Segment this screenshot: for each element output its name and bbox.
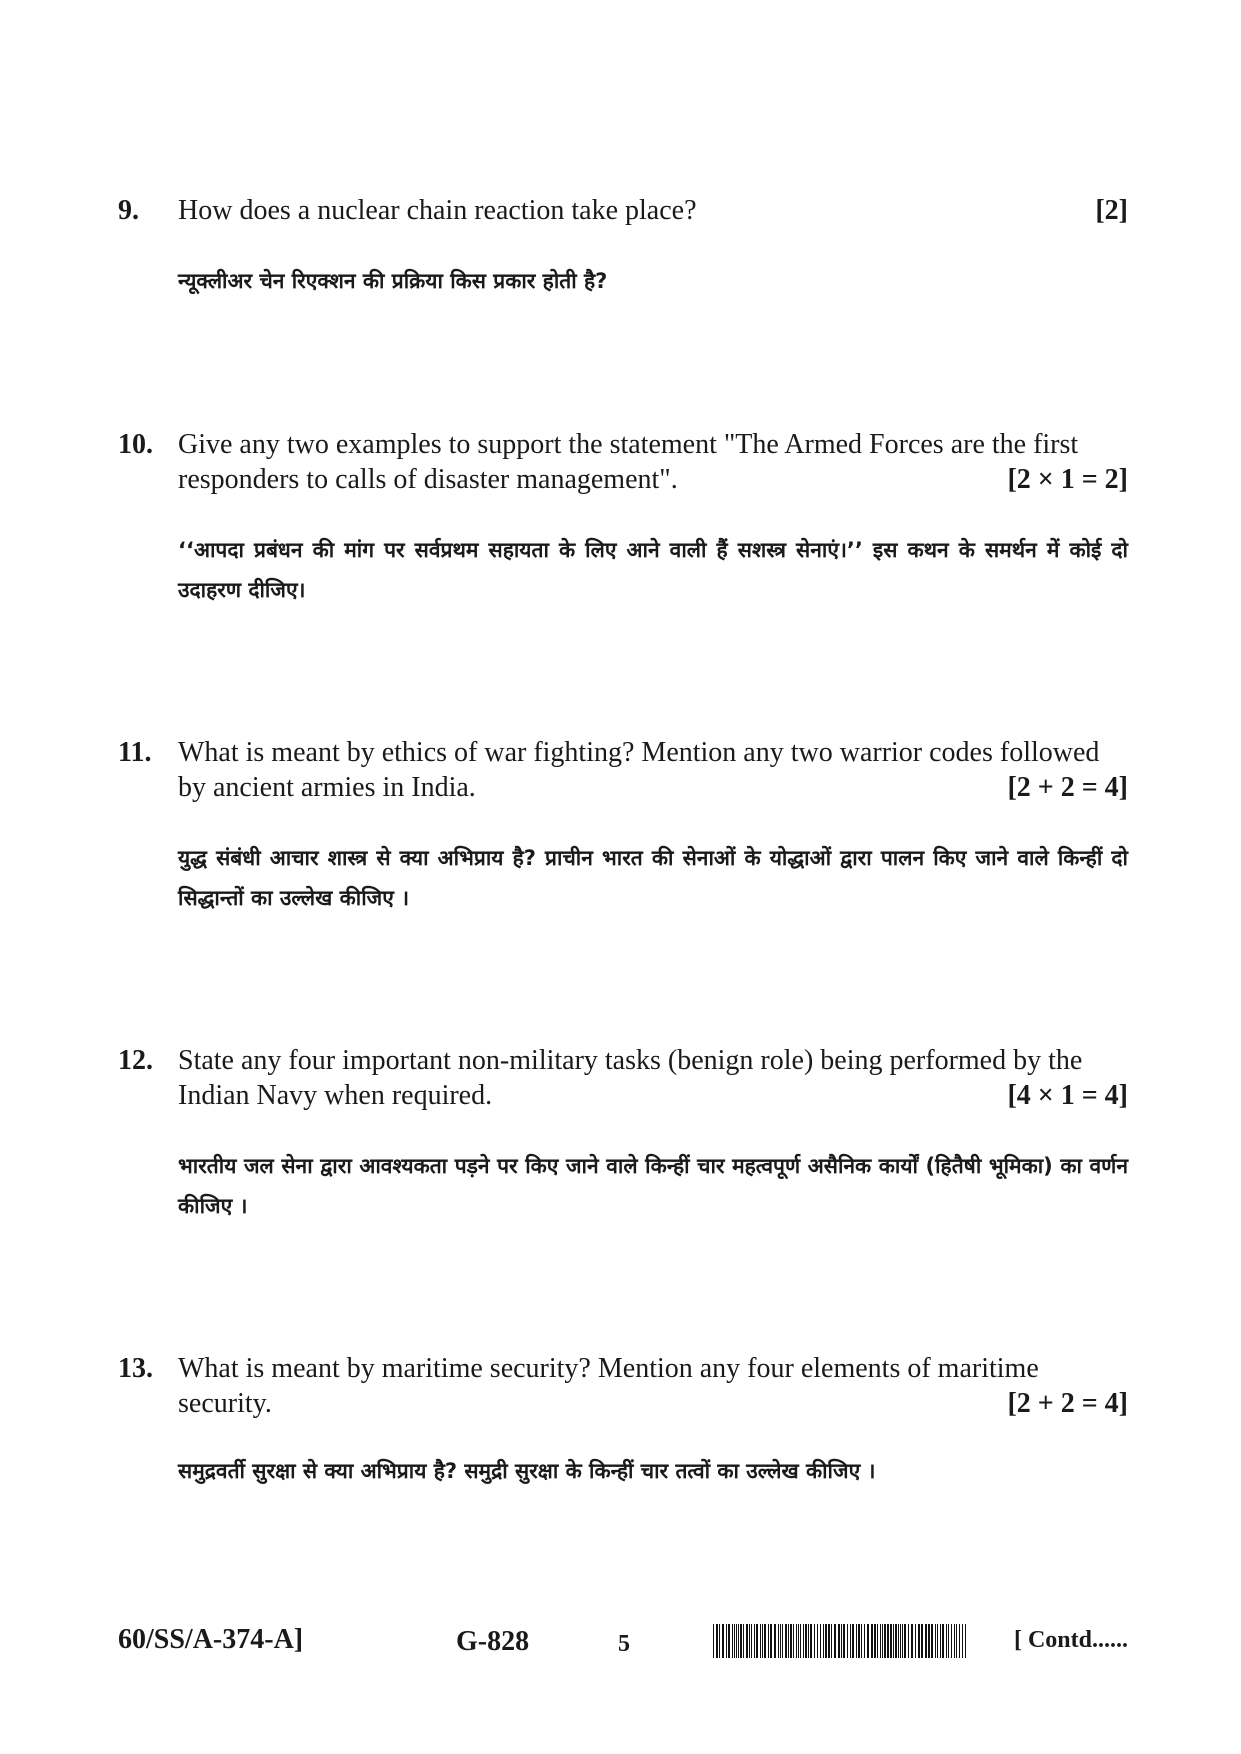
question-text-english	[178, 1351, 1128, 1421]
paper-code: 60/SS/A-374-A]	[118, 1624, 304, 1655]
question-text-hindi: ‘‘आपदा प्रबंधन की मांग पर सर्वप्रथम सहायता के लिए आने वाली हैं सशस्त्र सेनाएं।’’ इस कथन के समर्थन में कोई दो उदाहरण दीजिए।	[178, 538, 1128, 602]
question-text-english	[178, 1043, 1128, 1113]
question-marks: [2]	[1095, 195, 1128, 226]
question-number: 9.	[118, 195, 139, 226]
question-text-english	[178, 193, 1128, 228]
question-number: 10.	[118, 429, 153, 460]
question-text: Give any two examples to support the statement "The Armed Forces are the first responders to calls of disaster management".	[178, 429, 1079, 495]
question-text-hindi: न्यूक्लीअर चेन रिएक्शन की प्रक्रिया किस प्रकार होती है?	[178, 269, 608, 293]
question-marks: [2 × 1 = 2]	[1007, 464, 1128, 495]
question-text-hindi: युद्ध संबंधी आचार शास्त्र से क्या अभिप्राय है? प्राचीन भारत की सेनाओं के योद्धाओं द्वारा पालन किए जाने वाले किन्हीं दो सिद्धान्तों का उल्लेख कीजिए ।	[178, 846, 1128, 910]
question-text-english	[178, 735, 1128, 805]
question-text-english	[178, 427, 1128, 497]
series-code: G-828	[456, 1626, 530, 1657]
question-text: What is meant by ethics of war fighting? Mention any two warrior codes followed by ancient armies in India.	[178, 737, 1100, 803]
barcode-icon	[713, 1624, 968, 1658]
question-marks: [2 + 2 = 4]	[1007, 772, 1128, 803]
question-text: What is meant by maritime security? Mention any four elements of maritime security.	[178, 1353, 1039, 1419]
page-footer	[118, 1620, 1128, 1670]
page-number: 5	[618, 1631, 630, 1657]
question-number: 13.	[118, 1353, 153, 1384]
question-number: 12.	[118, 1045, 153, 1076]
question-number: 11.	[118, 737, 152, 768]
question-text: How does a nuclear chain reaction take place?	[178, 195, 697, 226]
question-text-hindi: भारतीय जल सेना द्वारा आवश्यकता पड़ने पर किए जाने वाले किन्हीं चार महत्वपूर्ण असैनिक कार्यों (हितैषी भूमिका) का वर्णन कीजिए ।	[178, 1154, 1128, 1218]
continued-label: [ Contd......	[1013, 1627, 1128, 1653]
question-text: State any four important non-military tasks (benign role) being performed by the Indian Navy when required.	[178, 1045, 1083, 1111]
question-marks: [2 + 2 = 4]	[1007, 1388, 1128, 1419]
question-marks: [4 × 1 = 4]	[1007, 1080, 1128, 1111]
question-text-hindi: समुद्रवर्ती सुरक्षा से क्या अभिप्राय है? समुद्री सुरक्षा के किन्हीं चार तत्वों का उल्लेख कीजिए ।	[178, 1459, 876, 1483]
